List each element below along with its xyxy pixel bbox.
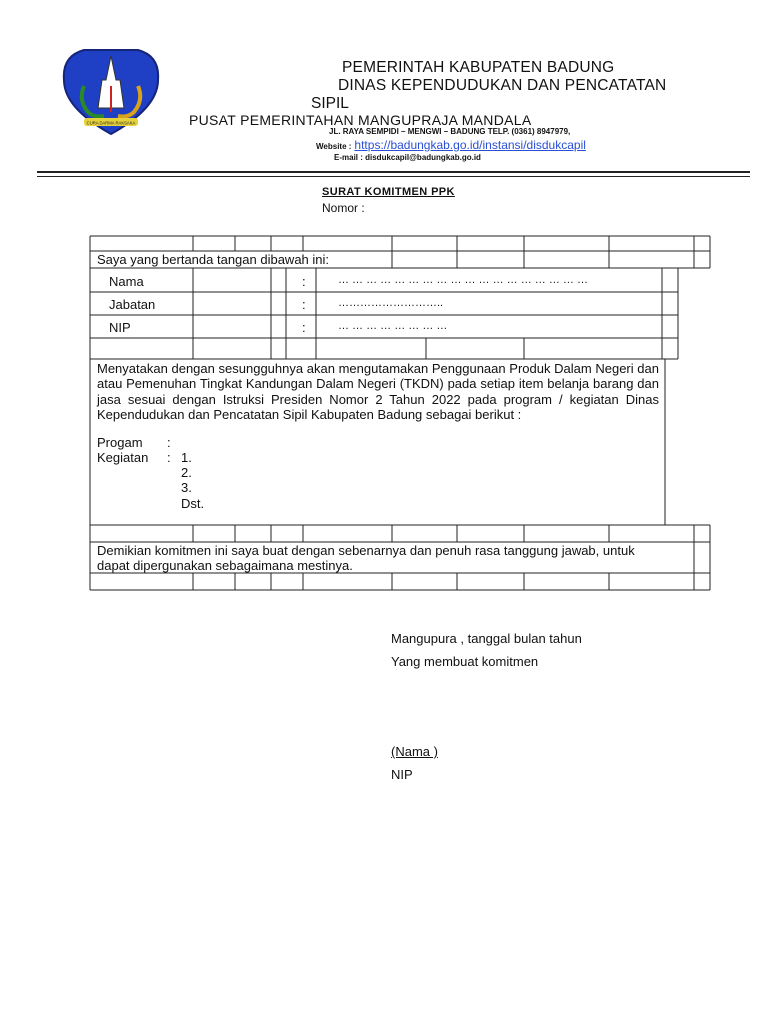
field-label-nip: NIP bbox=[109, 320, 131, 335]
field-colon-nama: : bbox=[302, 274, 306, 289]
logo-banner-text: CURA DARMA RAKSAKA bbox=[86, 120, 136, 126]
header-line-1: PEMERINTAH KABUPATEN BADUNG bbox=[342, 59, 615, 76]
signature-role: Yang membuat komitmen bbox=[391, 654, 539, 669]
program-label: Progam bbox=[97, 435, 143, 450]
kegiatan-item-1: 1. bbox=[181, 450, 192, 465]
header-line-2: DINAS KEPENDUDUKAN DAN PENCATATAN bbox=[338, 77, 667, 94]
signature-name: (Nama ) bbox=[391, 744, 438, 759]
nomor-label: Nomor : bbox=[322, 201, 365, 215]
statement-paragraph: Menyatakan dengan sesungguhnya akan mengutamakan Penggunaan Produk Dalam Negeri dan atau Pemenuhan Tingkat Kandungan Dalam Negeri (TKDN) pada setiap item belanja barang dan jasa sesuai dengan Istruksi Presiden Nomor 2 Tahun 2022 pada program / kegiatan Dinas Kependudukan dan Pencatatan Sipil Kabupaten Badung sebagai berikut : bbox=[97, 361, 659, 422]
closing-paragraph: Demikian komitmen ini saya buat dengan sebenarnya dan penuh rasa tanggung jawab, untuk dapat dipergunakan sebagaimana mestinya. bbox=[97, 543, 635, 574]
field-value-nama: … … … … … … … … … … … … … … … … … … bbox=[338, 274, 588, 286]
kegiatan-item-dst: Dst. bbox=[181, 496, 205, 511]
kegiatan-colon: : bbox=[167, 450, 171, 465]
program-colon: : bbox=[167, 435, 171, 450]
intro-text: Saya yang bertanda tangan dibawah ini: bbox=[97, 252, 330, 267]
header-address-title: PUSAT PEMERINTAHAN MANGUPRAJA MANDALA bbox=[189, 112, 532, 128]
website-label: Website : bbox=[316, 142, 352, 151]
kegiatan-item-2: 2. bbox=[181, 465, 192, 480]
field-colon-nip: : bbox=[302, 320, 306, 335]
signature-place-date: Mangupura , tanggal bulan tahun bbox=[391, 631, 582, 646]
field-value-nip: … … … … … … … … bbox=[338, 320, 448, 332]
field-value-jabatan: ……………………….. bbox=[338, 297, 444, 309]
signature-nip: NIP bbox=[391, 767, 413, 782]
header-email: E-mail : disdukcapil@badungkab.go.id bbox=[334, 153, 481, 162]
header-address: JL. RAYA SEMPIDI – MENGWI – BADUNG TELP. (0361) 8947979, bbox=[329, 127, 571, 136]
field-colon-jabatan: : bbox=[302, 297, 306, 312]
document-title: SURAT KOMITMEN PPK bbox=[322, 186, 455, 198]
kegiatan-label: Kegiatan bbox=[97, 450, 149, 465]
website-link[interactable]: https://badungkab.go.id/instansi/disdukcapil bbox=[354, 138, 586, 152]
field-label-jabatan: Jabatan bbox=[109, 297, 156, 312]
header-line-3: SIPIL bbox=[311, 95, 349, 112]
field-label-nama: Nama bbox=[109, 274, 144, 289]
kegiatan-item-3: 3. bbox=[181, 480, 192, 495]
